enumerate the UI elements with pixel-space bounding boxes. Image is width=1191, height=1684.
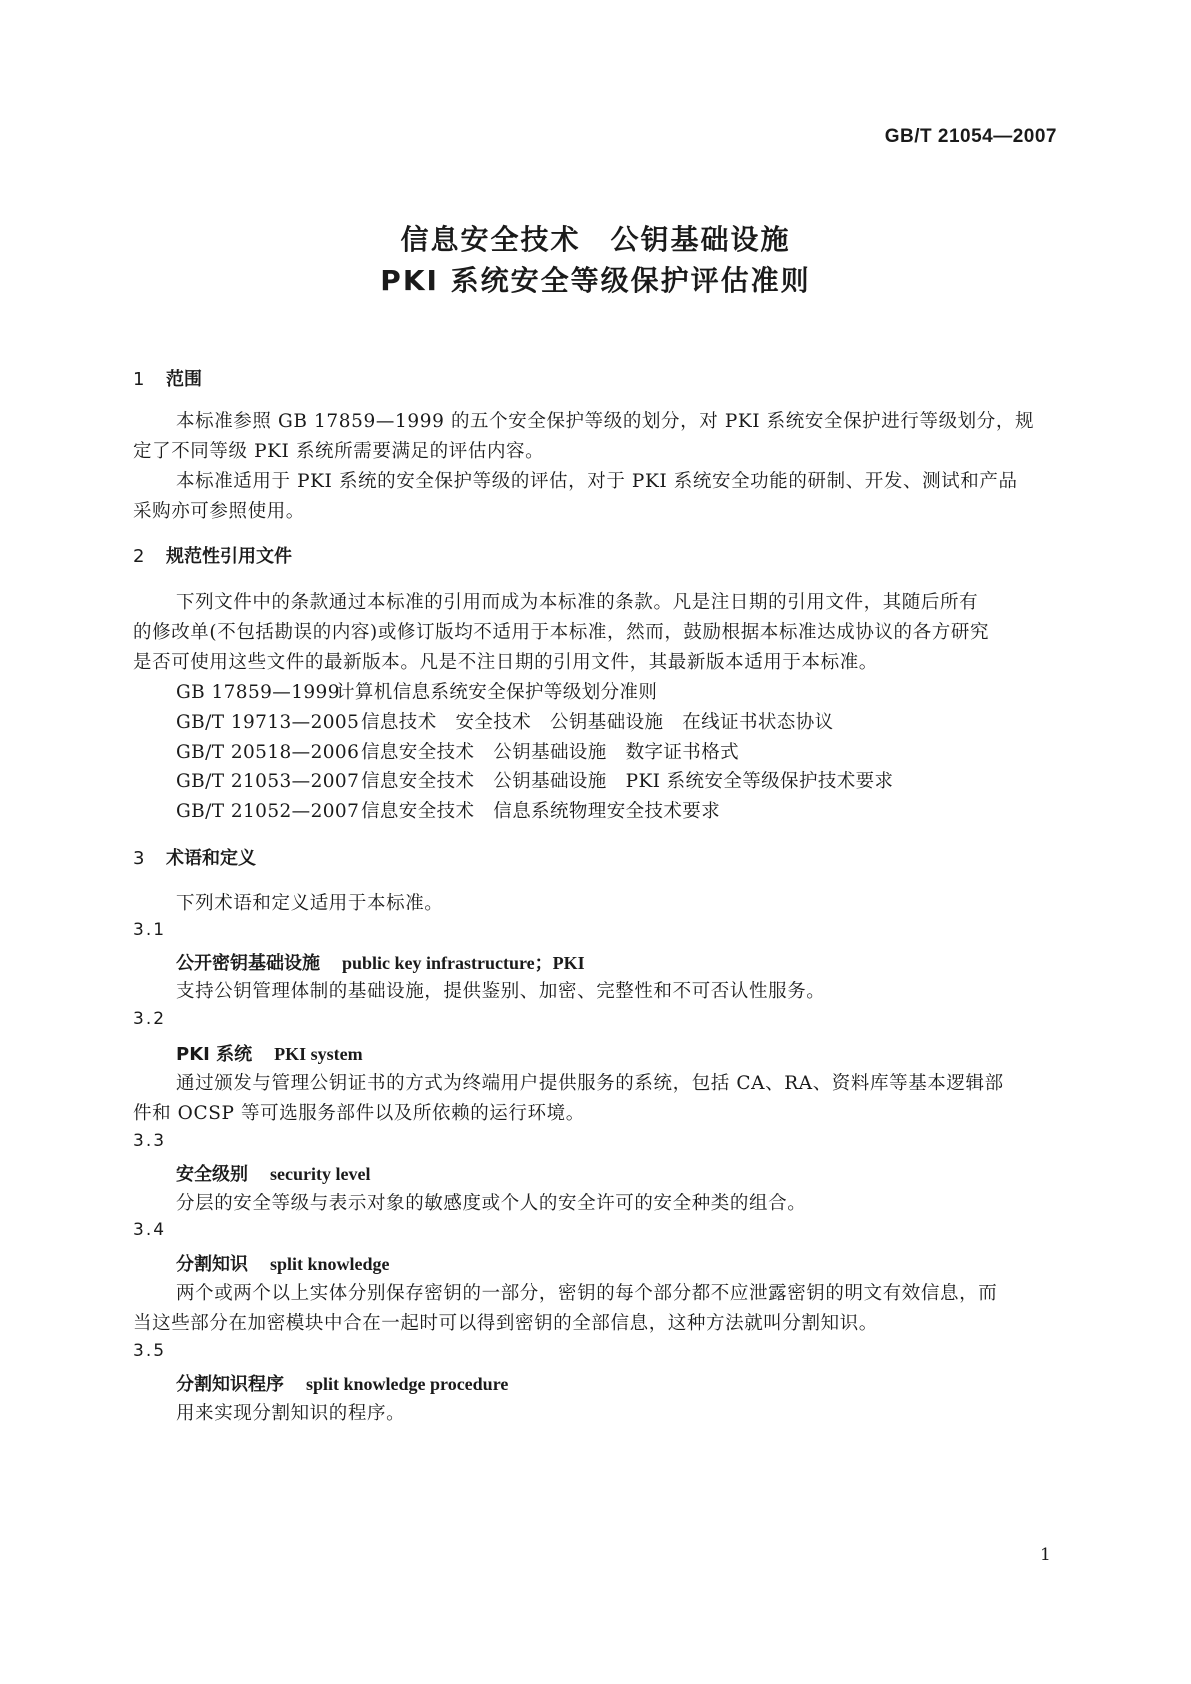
reference-code: GB/T 21052—2007: [176, 801, 360, 822]
term-definition-line-1: 分层的安全等级与表示对象的敏感度或个人的安全许可的安全种类的组合。: [176, 1193, 807, 1214]
section-1-heading: [133, 365, 202, 391]
section-3-heading: [133, 844, 256, 870]
section-1-para-2-line-2: 采购亦可参照使用。: [133, 501, 305, 522]
term-heading: [176, 1250, 390, 1276]
reference-code: GB/T 21053—2007: [176, 771, 360, 792]
term-definition-line-1: 两个或两个以上实体分别保存密钥的一部分，密钥的每个部分都不应泄露密钥的明文有效信息，而: [176, 1283, 998, 1304]
document-title-line1: 信息安全技术 公钥基础设施: [400, 223, 791, 256]
reference-item: [176, 708, 834, 734]
reference-item: [176, 738, 739, 764]
clause-number: 3.4: [133, 1220, 167, 1240]
clause-number: 3.2: [133, 1009, 167, 1029]
term-heading: [176, 1370, 508, 1396]
term-heading: [176, 1040, 363, 1066]
term-english: PKI system: [274, 1044, 363, 1064]
section-number: 2: [133, 546, 145, 567]
reference-item: [176, 678, 657, 704]
reference-title: 计算机信息系统安全保护等级划分准则: [336, 682, 658, 703]
section-1-para-2-line-1: 本标准适用于 PKI 系统的安全保护等级的评估，对于 PKI 系统安全功能的研制、开发、测试和产品: [176, 471, 1018, 492]
reference-title: 信息安全技术 公钥基础设施 数字证书格式: [361, 742, 740, 763]
reference-title: 信息技术 安全技术 公钥基础设施 在线证书状态协议: [361, 712, 834, 733]
reference-item: [176, 797, 720, 823]
term-chinese: 安全级别: [176, 1164, 248, 1185]
term-chinese: 分割知识: [176, 1254, 248, 1275]
reference-code: GB 17859—1999: [176, 682, 340, 703]
section-title: 术语和定义: [166, 848, 256, 869]
reference-title: 信息安全技术 公钥基础设施 PKI 系统安全等级保护技术要求: [361, 771, 894, 792]
section-title: 范围: [166, 369, 202, 390]
term-definition-line-2: 当这些部分在加密模块中合在一起时可以得到密钥的全部信息，这种方法就叫分割知识。: [133, 1313, 878, 1334]
clause-number: 3.3: [133, 1131, 167, 1151]
section-2-para-line-2: 的修改单(不包括勘误的内容)或修订版均不适用于本标准，然而，鼓励根据本标准达成协议的各方研究: [133, 622, 990, 643]
term-chinese: 分割知识程序: [176, 1374, 284, 1395]
term-definition-line-2: 件和 OCSP 等可选服务部件以及所依赖的运行环境。: [133, 1103, 585, 1124]
term-english: split knowledge procedure: [306, 1374, 509, 1394]
term-chinese: 公开密钥基础设施: [176, 953, 320, 974]
section-number: 3: [133, 848, 145, 869]
document-title-line2: PKI 系统安全等级保护评估准则: [380, 264, 811, 297]
term-heading: [176, 1160, 370, 1186]
term-definition-line-1: 通过颁发与管理公钥证书的方式为终端用户提供服务的系统，包括 CA、RA、资料库等基本逻辑部: [176, 1073, 1004, 1094]
section-3-intro: 下列术语和定义适用于本标准。: [176, 893, 444, 914]
page-number: 1: [1040, 1545, 1051, 1565]
term-english: split knowledge: [270, 1254, 390, 1274]
section-2-para-line-1: 下列文件中的条款通过本标准的引用而成为本标准的条款。凡是注日期的引用文件，其随后所有: [176, 592, 979, 613]
reference-item: [176, 767, 893, 793]
section-2-para-line-3: 是否可使用这些文件的最新版本。凡是不注日期的引用文件，其最新版本适用于本标准。: [133, 652, 878, 673]
clause-number: 3.5: [133, 1341, 167, 1361]
section-number: 1: [133, 369, 145, 390]
reference-code: GB/T 20518—2006: [176, 742, 360, 763]
section-title: 规范性引用文件: [166, 546, 292, 567]
section-1-para-1-line-2: 定了不同等级 PKI 系统所需要满足的评估内容。: [133, 441, 545, 462]
section-1-para-1-line-1: 本标准参照 GB 17859—1999 的五个安全保护等级的划分，对 PKI 系统安全保护进行等级划分，规: [176, 411, 1035, 432]
reference-code: GB/T 19713—2005: [176, 712, 360, 733]
term-definition-line-1: 支持公钥管理体制的基础设施，提供鉴别、加密、完整性和不可否认性服务。: [176, 981, 826, 1002]
section-2-heading: [133, 542, 292, 568]
term-chinese: PKI 系统: [176, 1044, 253, 1065]
term-english: security level: [270, 1164, 371, 1184]
term-definition-line-1: 用来实现分割知识的程序。: [176, 1403, 406, 1424]
term-english: public key infrastructure；PKI: [342, 953, 585, 973]
standard-number: GB/T 21054—2007: [884, 126, 1057, 147]
reference-title: 信息安全技术 信息系统物理安全技术要求: [361, 801, 721, 822]
clause-number: 3.1: [133, 920, 167, 940]
term-heading: [176, 949, 585, 975]
